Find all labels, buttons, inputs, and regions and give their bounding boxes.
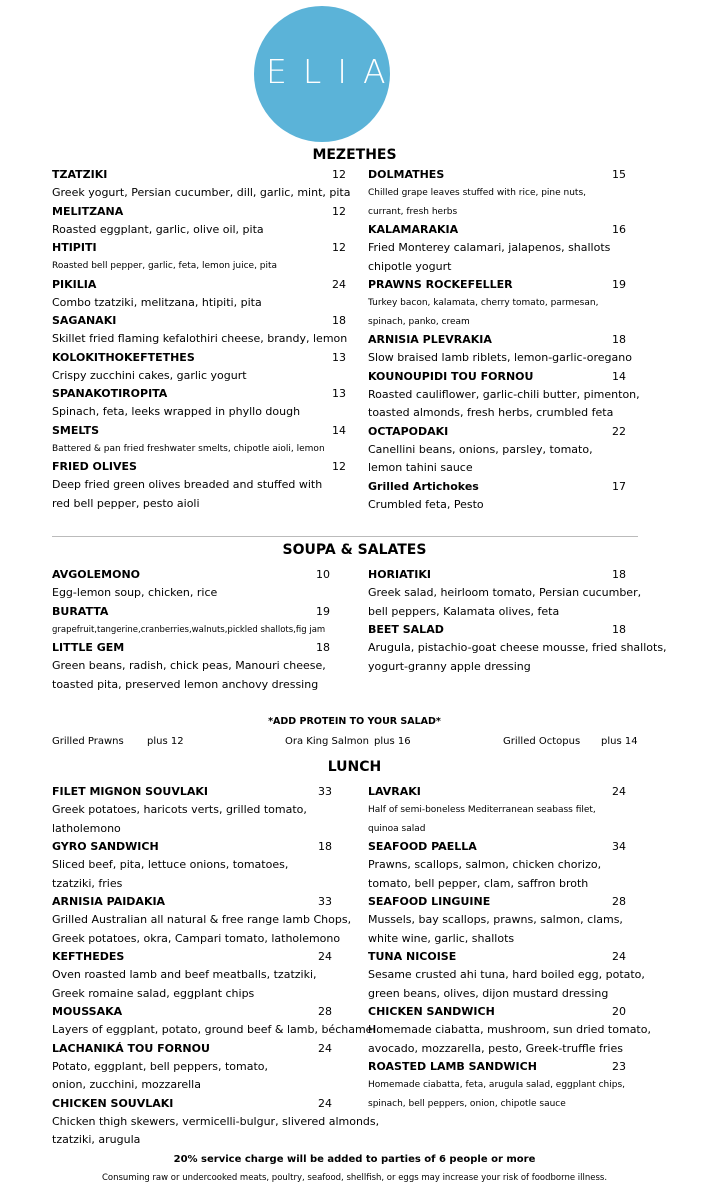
menu-item-price: 19 (612, 278, 626, 291)
section-title-mezethes: MEZETHES (312, 147, 397, 163)
menu-item-name: KEFTHEDES (52, 950, 125, 963)
menu-item (368, 478, 626, 515)
menu-item-price: 24 (318, 1041, 332, 1055)
menu-item (368, 331, 632, 368)
menu-item-price: 22 (612, 424, 626, 438)
menu-item-description: Oven roasted lamb and beef meatballs, tzatziki, (52, 968, 317, 981)
menu-item-description: Layers of eggplant, potato, ground beef & lamb, béchamel (52, 1023, 376, 1036)
service-charge-note: 20% service charge will be added to parties of 6 people or more (173, 1154, 536, 1165)
menu-item-description: Arugula, pistachio-goat cheese mousse, fried shallots, (368, 641, 667, 654)
menu-item-description: Sliced beef, pita, lettuce onions, tomatoes, (52, 858, 289, 871)
logo-text: ELIA (266, 52, 402, 91)
menu-item-price: 18 (612, 568, 626, 581)
menu-item-name: SEAFOOD LINGUINE (368, 895, 491, 908)
menu-item-name: GYRO SANDWICH (52, 840, 159, 853)
menu-item-description: spinach, bell peppers, onion, chipotle sauce (368, 1098, 566, 1109)
menu-item-price: 24 (318, 1096, 332, 1110)
menu-item (368, 1058, 626, 1113)
mezethes-left-column (52, 166, 351, 513)
soupa-left-column (52, 566, 330, 694)
menu-item-description: red bell pepper, pesto aioli (52, 496, 200, 510)
menu-item (368, 423, 626, 478)
menu-item-name: LACHANIKÁ TOU FORNOU (52, 1041, 210, 1055)
menu-item-name: Grilled Artichokes (368, 479, 479, 493)
menu-item-price: 17 (612, 479, 626, 493)
menu-item-name: KOUNOUPIDI TOU FORNOU (368, 369, 534, 383)
menu-item-price: 24 (332, 277, 346, 291)
menu-item (368, 621, 667, 676)
menu-item-price: 24 (612, 950, 626, 963)
menu-item-name: KOLOKITHOKEFTETHES (52, 350, 195, 364)
menu-item-description: onion, zucchini, mozzarella (52, 1078, 201, 1091)
menu-item-description: bell peppers, Kalamata olives, feta (368, 604, 560, 618)
menu-item-name: HORIATIKI (368, 568, 431, 581)
menu-item-description: chipotle yogurt (368, 259, 452, 273)
menu-item (368, 838, 626, 893)
protein-prawns-price: plus 12 (147, 736, 184, 747)
menu-item-price: 16 (612, 223, 626, 236)
protein-prawns-name: Grilled Prawns (52, 736, 124, 747)
menu-item (52, 239, 346, 276)
menu-item-name: FILET MIGNON SOUVLAKI (52, 785, 208, 798)
protein-heading: *ADD PROTEIN TO YOUR SALAD* (268, 716, 441, 727)
menu-item-description: Potato, eggplant, bell peppers, tomato, (52, 1059, 268, 1073)
menu-item-price: 19 (316, 604, 330, 618)
menu-item-description: Turkey bacon, kalamata, cherry tomato, parmesan, (368, 298, 599, 308)
menu-item-name: DOLMATHES (368, 168, 445, 181)
menu-item-description: lemon tahini sauce (368, 461, 473, 474)
menu-item-price: 18 (318, 840, 332, 853)
menu-item-description: tzatziki, fries (52, 876, 123, 890)
menu-item-name: SPANAKOTIROPITA (52, 387, 168, 400)
menu-item (368, 783, 626, 838)
menu-item (368, 221, 626, 276)
menu-item-price: 12 (332, 241, 346, 254)
menu-item-name: SAGANAKI (52, 314, 117, 327)
menu-item-description: Slow braised lamb riblets, lemon-garlic-oregano (368, 351, 632, 364)
menu-item (368, 1003, 651, 1058)
menu-item-description: toasted pita, preserved lemon anchovy dressing (52, 677, 319, 691)
menu-item (52, 893, 352, 948)
mezethes-right-column (368, 166, 640, 514)
menu-item-description: Prawns, scallops, salmon, chicken chorizo, (368, 858, 602, 871)
menu-item-name: LITTLE GEM (52, 641, 125, 654)
menu-item-price: 33 (318, 895, 332, 908)
menu-item (52, 166, 351, 203)
menu-item-description: Grilled Australian all natural & free range lamb Chops, (52, 913, 352, 926)
menu-item-description: spinach, panko, cream (368, 316, 470, 327)
menu-item-description: Battered & pan fried freshwater smelts, chipotle aioli, lemon (52, 443, 325, 454)
menu-item-price: 14 (612, 369, 626, 383)
menu-item-price: 24 (612, 785, 626, 798)
menu-item (52, 349, 346, 386)
menu-item-description: latholemono (52, 821, 121, 835)
menu-item-name: OCTAPODAKI (368, 424, 449, 438)
menu-item-description: tomato, bell pepper, clam, saffron broth (368, 876, 589, 890)
menu-item-description: Greek potatoes, haricots verts, grilled tomato, (52, 803, 307, 816)
menu-item-price: 12 (332, 204, 346, 218)
section-title-lunch: LUNCH (327, 759, 382, 775)
menu-item-description: Chicken thigh skewers, vermicelli-bulgur, slivered almonds, (52, 1114, 380, 1128)
menu-item-description: Chilled grape leaves stuffed with rice, pine nuts, (368, 188, 587, 198)
menu-item-description: avocado, mozzarella, pesto, Greek-truffle fries (368, 1041, 623, 1055)
menu-item (52, 203, 346, 240)
menu-item-price: 13 (332, 387, 346, 400)
menu-item-name: HTIPITI (52, 241, 97, 254)
menu-item-name: SMELTS (52, 423, 99, 437)
menu-item-name: MOUSSAKA (52, 1005, 123, 1018)
menu-item-description: Skillet fried flaming kefalothiri cheese, brandy, lemon (52, 332, 348, 345)
menu-item-name: TUNA NICOISE (368, 950, 457, 963)
menu-item-price: 18 (612, 623, 626, 636)
menu-item (52, 312, 346, 349)
menu-item-description: Green beans, radish, chick peas, Manouri cheese, (52, 659, 326, 672)
protein-octopus-price: plus 14 (601, 736, 638, 747)
protein-salmon-name: Ora King Salmon (285, 736, 369, 747)
menu-item-price: 20 (612, 1005, 626, 1018)
menu-item-price: 13 (332, 350, 346, 364)
menu-item-description: Greek yogurt, Persian cucumber, dill, garlic, mint, pita (52, 186, 351, 199)
menu-item-description: toasted almonds, fresh herbs, crumbled feta (368, 406, 614, 419)
menu-item-name: BEET SALAD (368, 623, 444, 636)
protein-salmon-price: plus 16 (374, 736, 411, 747)
menu-item-description: tzatziki, arugula (52, 1133, 141, 1146)
soupa-right-column (368, 566, 667, 676)
menu-item-name: ARNISIA PLEVRAKIA (368, 333, 492, 346)
menu-item-description: yogurt-granny apple dressing (368, 659, 531, 673)
menu-item (368, 566, 642, 621)
menu-item-price: 18 (332, 314, 346, 327)
menu-item (52, 948, 332, 1003)
menu-item-name: CHICKEN SOUVLAKI (52, 1096, 174, 1110)
menu-item-description: Half of semi-boneless Mediterranean seabass filet, (368, 805, 596, 815)
menu-item-description: Crumbled feta, Pesto (368, 497, 484, 511)
menu-item-price: 33 (318, 785, 332, 798)
menu-item (368, 893, 626, 948)
menu-item (52, 783, 332, 838)
menu-item-description: quinoa salad (368, 823, 426, 834)
menu-item-price: 28 (612, 895, 626, 908)
menu-item-name: KALAMARAKIA (368, 223, 459, 236)
menu-item (368, 948, 645, 1003)
menu-item-description: green beans, olives, dijon mustard dressing (368, 986, 609, 1000)
menu-item-description: Crispy zucchini cakes, garlic yogurt (52, 368, 247, 382)
menu-item-price: 12 (332, 168, 346, 181)
menu-item-price: 23 (612, 1060, 626, 1073)
menu-item-price: 14 (332, 423, 346, 437)
menu-item (52, 566, 330, 603)
menu-item (52, 1003, 376, 1040)
menu-item (52, 458, 346, 513)
menu-item-description: Roasted bell pepper, garlic, feta, lemon juice, pita (52, 261, 278, 271)
menu-item (52, 1095, 380, 1150)
menu-item (52, 276, 346, 313)
elia-logo (254, 6, 402, 142)
menu-item-description: Homemade ciabatta, feta, arugula salad, eggplant chips, (368, 1080, 625, 1090)
menu-item-description: Mussels, bay scallops, prawns, salmon, clams, (368, 913, 623, 926)
menu-item (52, 603, 330, 640)
menu-item-name: SEAFOOD PAELLA (368, 840, 477, 853)
menu-item-description: Canellini beans, onions, parsley, tomato, (368, 442, 593, 456)
menu-item-price: 10 (316, 568, 330, 581)
menu-item-description: grapefruit,tangerine,cranberries,walnuts,pickled shallots,fig jam (52, 624, 326, 635)
menu-item (368, 166, 626, 221)
lunch-right-column (368, 783, 651, 1113)
menu-item-name: PIKILIA (52, 277, 97, 291)
menu-item-name: MELITZANA (52, 204, 124, 218)
menu-item-description: Roasted eggplant, garlic, olive oil, pita (52, 222, 264, 236)
menu-item (52, 1040, 332, 1095)
menu-item (52, 838, 332, 893)
menu-item-name: ARNISIA PAIDAKIA (52, 895, 166, 908)
menu-item-name: PRAWNS ROCKEFELLER (368, 278, 513, 291)
menu-item-description: Spinach, feta, leeks wrapped in phyllo dough (52, 405, 301, 418)
menu-item-name: ROASTED LAMB SANDWICH (368, 1060, 537, 1073)
menu-item (368, 368, 640, 423)
menu-item-description: Greek salad, heirloom tomato, Persian cucumber, (368, 586, 642, 599)
menu-item-description: Sesame crusted ahi tuna, hard boiled egg, potato, (368, 968, 645, 981)
foodborne-illness-warning: Consuming raw or undercooked meats, poultry, seafood, shellfish, or eggs may increase your risk of foodborne illness. (101, 1173, 608, 1183)
menu-item-price: 18 (612, 333, 626, 346)
menu-item-price: 15 (612, 168, 626, 181)
lunch-left-column (52, 783, 380, 1150)
protein-octopus-name: Grilled Octopus (503, 736, 581, 747)
menu-item-price: 34 (612, 840, 626, 853)
menu-item-description: Fried Monterey calamari, jalapenos, shallots (368, 241, 611, 254)
menu-item-price: 12 (332, 460, 346, 473)
menu-item-price: 24 (318, 950, 332, 963)
section-divider (52, 536, 638, 537)
menu-item-description: Combo tzatziki, melitzana, htipiti, pita (52, 295, 262, 309)
menu-item (52, 385, 346, 422)
menu-item-description: Deep fried green olives breaded and stuffed with (52, 478, 323, 491)
menu-item (52, 639, 330, 694)
menu-item (368, 276, 626, 331)
menu-item-price: 28 (318, 1005, 332, 1018)
menu-item-name: AVGOLEMONO (52, 568, 141, 581)
menu-item-name: BURATTA (52, 604, 109, 618)
menu-item-description: white wine, garlic, shallots (368, 931, 515, 945)
menu-item-description: Roasted cauliflower, garlic-chili butter, pimenton, (368, 387, 640, 401)
menu-item-description: Egg-lemon soup, chicken, rice (52, 586, 218, 599)
menu-item-name: CHICKEN SANDWICH (368, 1005, 495, 1018)
menu-item-description: Greek potatoes, okra, Campari tomato, latholemono (52, 931, 341, 945)
menu-item-name: LAVRAKI (368, 785, 421, 798)
menu-item-description: currant, fresh herbs (368, 206, 458, 217)
menu-item-description: Homemade ciabatta, mushroom, sun dried tomato, (368, 1023, 651, 1036)
menu-item-price: 18 (316, 641, 330, 654)
menu-item (52, 422, 346, 459)
menu-item-description: Greek romaine salad, eggplant chips (52, 986, 255, 1000)
menu-item-name: FRIED OLIVES (52, 460, 137, 473)
section-title-soupa-salates: SOUPA & SALATES (282, 542, 427, 558)
menu-item-name: TZATZIKI (52, 168, 108, 181)
